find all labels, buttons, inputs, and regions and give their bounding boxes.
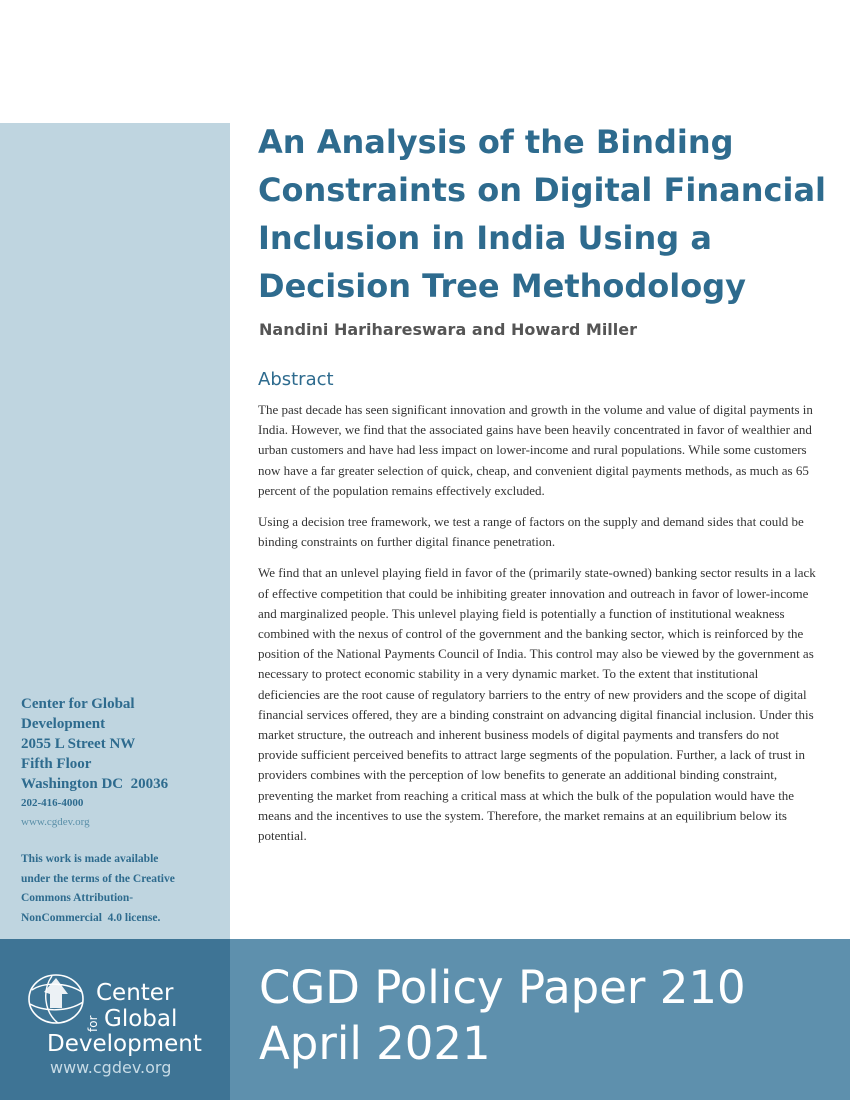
contact-info	[21, 694, 226, 832]
website-link[interactable]: www.cgdev.org	[21, 816, 90, 828]
license-line: NonCommercial 4.0 license.	[21, 911, 161, 924]
logo-word-development: Development	[47, 1031, 202, 1057]
phone-number: 202-416-4000	[21, 797, 84, 809]
abstract-paragraph: We find that an unlevel playing field in favor of the (primarily state-owned) banking sector results in a lack of effective competition that could be inhibiting greater innovation and outreach in favor of lower-income and marginalized people. This unlevel playing field is potentially a function of institutional weakness combined with the nexus of control of the government and the banking sector, which is reinforced by the position of the National Payments Council of India. This control may also be viewed by the government as necessary to protect economic stability in a very dynamic market. To the extent that institutional deficiencies are the root cause of regulatory barriers to the entry of new providers and the scope of digital financial services offered, they are a binding constraint on advancing digital financial inclusion. Under this market structure, the outreach and inherent business models of digital payments and transfers do not provide sufficient perceived benefits to attract large segments of the population. Further, a lack of trust in providers combines with the perception of low benefits to generate an additional binding constraint, preventing the market from reaching a critical mass at which the bulk of the population would have the means and the incentives to use the system. Therefore, the market remains at an equilibrium below its potential.	[258, 565, 816, 844]
license-line: under the terms of the Creative	[21, 872, 175, 885]
title-line: Inclusion in India Using a	[258, 219, 712, 257]
logo-word-global: Global	[104, 1006, 178, 1032]
license-line: This work is made available	[21, 853, 159, 865]
logo-word-for: for	[86, 1015, 100, 1032]
globe-icon	[22, 968, 94, 1030]
title-line: Constraints on Digital Financial	[258, 171, 826, 209]
abstract-paragraph: The past decade has seen significant innovation and growth in the volume and value of digital payments in India. However, we find that the associated gains have been heavily concentrated in favor of wealthier and urban customers and have had less impact on lower-income and rural populations. While some customers now have a far greater selection of quick, cheap, and convenient digital payments methods, as much as 65 percent of the population remains effectively excluded.	[258, 402, 813, 498]
org-name-line: Center for Global	[21, 696, 135, 712]
paper-title	[258, 118, 828, 310]
org-name-line: Development	[21, 716, 106, 732]
logo-website[interactable]: www.cgdev.org	[50, 1058, 172, 1077]
license-note	[21, 850, 226, 928]
address-floor: Fifth Floor	[21, 756, 92, 772]
abstract-paragraph: Using a decision tree framework, we test a range of factors on the supply and demand sides that could be binding constraints on further digital finance penetration.	[258, 514, 804, 550]
logo-word-center: Center	[96, 980, 174, 1006]
publication-date: April 2021	[259, 1017, 491, 1070]
title-line: Decision Tree Methodology	[258, 267, 746, 305]
authors: Nandini Harihareswara and Howard Miller	[259, 320, 638, 339]
address-city: Washington DC 20036	[21, 776, 169, 792]
license-line: Commons Attribution-	[21, 892, 134, 904]
abstract-body	[258, 400, 818, 857]
title-line: An Analysis of the Binding	[258, 123, 734, 161]
policy-paper-label: CGD Policy Paper 210	[259, 961, 746, 1014]
address-street: 2055 L Street NW	[21, 736, 136, 752]
abstract-heading: Abstract	[258, 369, 334, 390]
